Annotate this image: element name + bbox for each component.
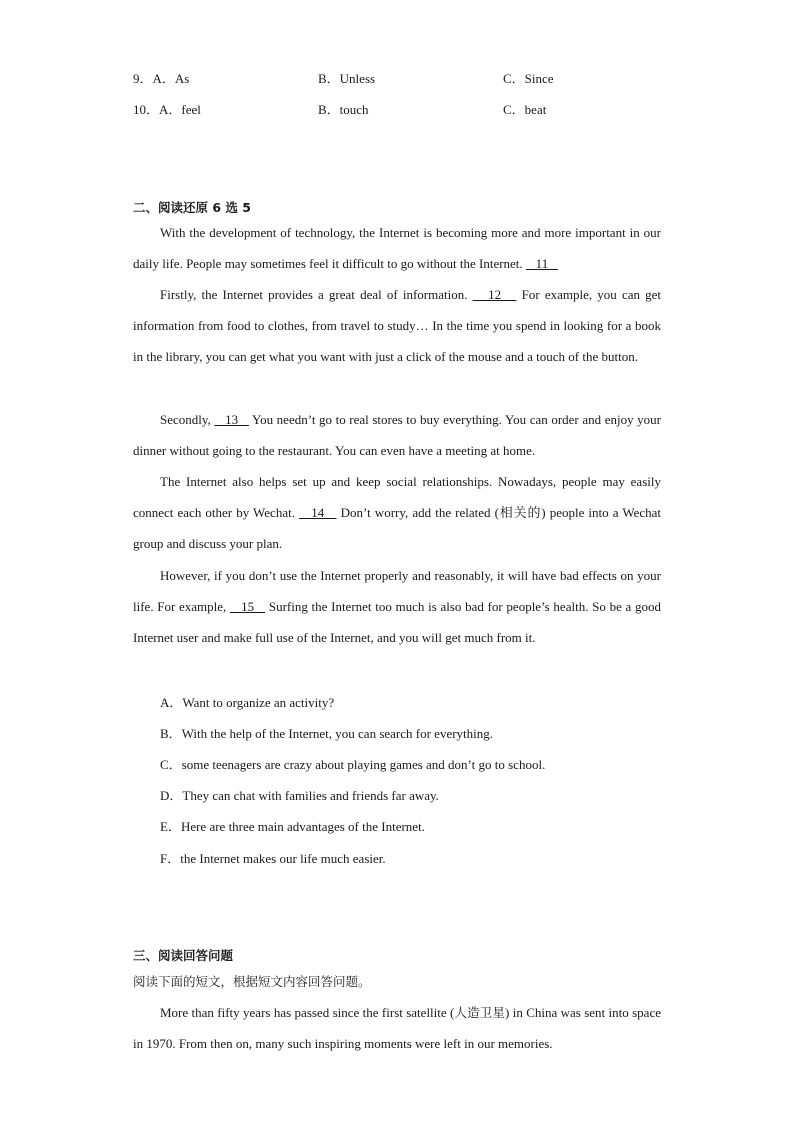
paragraph-5 — [133, 560, 661, 653]
blank-12: 12 — [472, 287, 517, 302]
blank-14: 14 — [299, 505, 337, 520]
section-2-heading: 二、阅读还原 6 选 5 — [133, 200, 251, 215]
blank-15: 15 — [230, 599, 266, 614]
paragraph-text: However, if you don’t use the Internet properly and reasonably, it will have bad effects on your life. For example, — [133, 568, 661, 614]
paragraph-4 — [133, 466, 661, 559]
section-3-paragraph-1 — [133, 997, 661, 1059]
choice-a: A．Want to organize an activity? — [160, 695, 335, 710]
chinese-gloss: 人造卫星 — [454, 1005, 505, 1020]
paragraph-text: You needn’t go to real stores to buy everything. You can order and enjoy your dinner without going to the restaurant. You can even have a meeting at home. — [133, 412, 661, 458]
paragraph-2 — [133, 279, 661, 372]
choice-f: F．the Internet makes our life much easier. — [160, 851, 386, 866]
choice-b: B．With the help of the Internet, you can search for everything. — [160, 726, 494, 741]
choice-e: E．Here are three main advantages of the Internet. — [160, 819, 425, 834]
section-3-heading: 三、阅读回答问题 — [133, 948, 234, 963]
paragraph-text: More than fifty years has passed since the first satellite ( — [160, 1005, 455, 1020]
choice-c: C．some teenagers are crazy about playing games and don’t go to school. — [160, 757, 546, 772]
paragraph-text: Secondly, — [160, 412, 215, 427]
question-9-option-a — [133, 68, 189, 87]
paragraph-text: Don’t worry, add the related (相关的) people into a Wechat group and discuss your plan. — [133, 505, 662, 551]
option-text: A．As — [152, 71, 190, 86]
paragraph-1 — [133, 217, 661, 279]
option-text: A．feel — [159, 102, 201, 117]
paragraph-text: The Internet also helps set up and keep social relationships. Nowadays, people may easily connect each other by Wechat. — [133, 474, 661, 520]
blank-11: 11 — [525, 256, 558, 271]
paragraph-text: With the development of technology, the Internet is becoming more and more important in our daily life. People may sometimes feel it difficult to go without the Internet. — [133, 225, 661, 271]
paragraph-text: Surfing the Internet too much is also bad for people’s health. So be a good Internet user and make full use of the Internet, and you will get much from it. — [133, 599, 661, 645]
question-9-option-b: B．Unless — [318, 71, 376, 86]
question-10-option-b: B．touch — [318, 102, 369, 117]
question-9-option-c: C．Since — [503, 71, 554, 86]
choice-d: D．They can chat with families and friends far away. — [160, 788, 439, 803]
question-10-option-c: C．beat — [503, 102, 547, 117]
blank-13: 13 — [214, 412, 249, 427]
paragraph-3 — [133, 404, 661, 466]
paragraph-text: ) in China was sent into space in 1970. From then on, many such inspiring moments were left in our memories. — [133, 1005, 661, 1051]
question-number: 10． — [133, 102, 160, 117]
paragraph-text: For example, you can get information from food to clothes, from travel to study… In the time you spend in looking for a book in the library, you can get what you want with just a click of the mouse and a touch of the button. — [133, 287, 662, 364]
section-3-instruction: 阅读下面的短文，根据短文内容回答问题。 — [133, 974, 371, 989]
question-number: 9． — [133, 71, 153, 86]
paragraph-text: Firstly, the Internet provides a great deal of information. — [160, 287, 473, 302]
question-10-option-a — [133, 99, 201, 118]
